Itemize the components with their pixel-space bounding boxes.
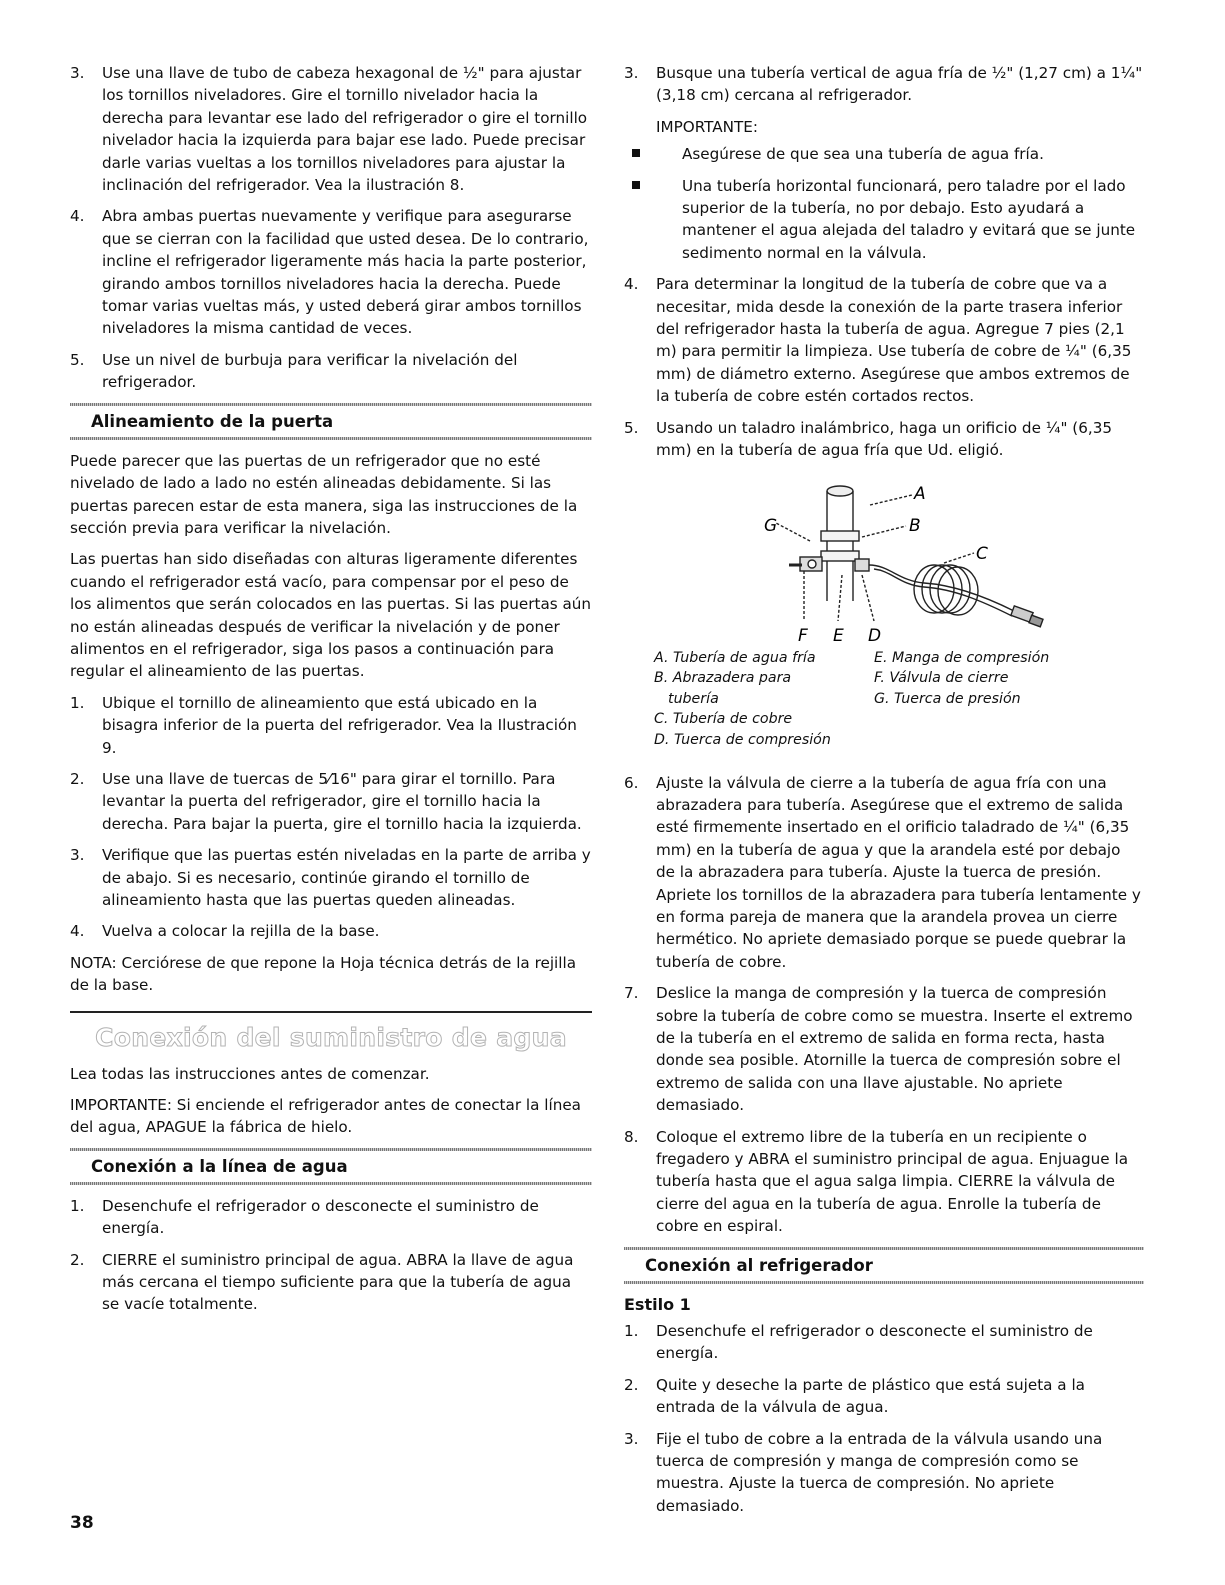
item-text: CIERRE el suministro principal de agua. ABRA la llave de agua más cercana el tiempo suficiente para que la tubería de agua se vacíe totalmente. xyxy=(102,1250,574,1314)
item-number: 1. xyxy=(70,1196,85,1215)
item-text: Busque una tubería vertical de agua fría de ½" (1,27 cm) a 1¼" (3,18 cm) cercana al refrigerador. xyxy=(656,64,1143,105)
item-number: 1. xyxy=(70,693,85,712)
legend-column-right xyxy=(874,648,1049,710)
item-text: Verifique que las puertas estén niveladas en la parte de arriba y de abajo. Si es necesario, continúe girando el tornillo de alineamiento hasta que las puertas queden alineadas. xyxy=(102,846,591,909)
legend-entry: tubería xyxy=(668,690,719,707)
list-item xyxy=(624,982,1144,1116)
list-item xyxy=(70,62,592,196)
item-text: Vuelva a colocar la rejilla de la base. xyxy=(102,922,380,941)
item-number: 3. xyxy=(624,1429,639,1448)
list-item xyxy=(70,920,592,942)
left-column xyxy=(70,62,592,1325)
item-number: 3. xyxy=(70,64,85,82)
figure-label-b: B xyxy=(909,515,921,536)
legend-entry: A. Tubería de agua fría xyxy=(654,649,816,666)
item-number: 2. xyxy=(70,769,85,788)
paragraph: Puede parecer que las puertas de un refrigerador que no esté nivelado de lado a lado no estén alineadas debidamente. Si las puertas parecen estar de esta manera, siga las instrucciones de la sección previa para verificar la nivelación. xyxy=(70,451,578,537)
pipe-valve-drawing xyxy=(624,471,1144,646)
item-number: 7. xyxy=(624,984,639,1003)
item-text: Desenchufe el refrigerador o desconecte el suministro de energía. xyxy=(102,1196,539,1238)
item-text: Coloque el extremo libre de la tubería en un recipiente o fregadero y ABRA el suministro principal de agua. Enjuague la tubería hasta que el agua salga limpia. CIERRE la válvula de cierre del agua en la tubería de agua. Enrolle la tubería de cobre en espiral. xyxy=(656,1127,1129,1236)
page-number: 38 xyxy=(70,1513,94,1533)
bullet-square-icon xyxy=(632,181,640,189)
figure-label-f: F xyxy=(798,625,808,646)
item-text: Use una llave de tuercas de 5⁄16" para girar el tornillo. Para levantar la puerta del refrigerador, gire el tornillo hacia la derecha. Para bajar la puerta, gire el tornillo hacia la izquierda. xyxy=(102,769,582,833)
bullet-item xyxy=(624,143,1144,165)
list-item xyxy=(624,1320,1144,1365)
list-item xyxy=(624,1374,1144,1419)
style-heading: Estilo 1 xyxy=(624,1294,691,1314)
item-text: Usando un taladro inalámbrico, haga un orificio de ¼" (6,35 mm) en la tubería de agua fría que Ud. eligió. xyxy=(656,418,1113,460)
legend-entry: F. Válvula de cierre xyxy=(874,670,1009,686)
important-label: IMPORTANTE: xyxy=(656,117,758,136)
legend-entry: B. Abrazadera para xyxy=(654,670,792,686)
section-rule xyxy=(624,1281,1144,1284)
item-number: 4. xyxy=(624,275,639,294)
section-heading: Conexión a la línea de agua xyxy=(91,1156,348,1176)
note-paragraph xyxy=(70,952,592,997)
important-paragraph xyxy=(70,1094,592,1139)
legend-entry: E. Manga de compresión xyxy=(874,649,1050,666)
list-item xyxy=(624,772,1144,974)
list-item xyxy=(70,768,592,835)
section-rule xyxy=(70,437,592,440)
figure-label-d: D xyxy=(868,625,882,646)
section-header-door-alignment xyxy=(70,403,592,440)
section-header-water-line xyxy=(70,1148,592,1185)
list-item xyxy=(624,1126,1144,1238)
item-text: Use una llave de tubo de cabeza hexagonal de ½" para ajustar los tornillos niveladores. Gire el tornillo nivelador hacia la derecha para levantar ese lado del refrigerador o gire el tornillo nivelador hacia la izquierda para bajar ese lado. Puede precisar darle varias vueltas a los tornillos niveladores para ajustar la inclinación del refrigerador. Vea la ilustración 8. xyxy=(102,64,588,195)
item-text: Quite y deseche la parte de plástico que está sujeta a la entrada de la válvula de agua. xyxy=(656,1375,1085,1417)
item-number: 8. xyxy=(624,1127,639,1146)
list-item xyxy=(70,1195,592,1240)
bullet-text: Una tubería horizontal funcionará, pero taladre por el lado superior de la tubería, no por debajo. Esto ayudará a mantener el agua alejada del taladro y evitará que se junte sedimento normal en la válvula. xyxy=(682,176,1136,262)
item-text: Deslice la manga de compresión y la tuerca de compresión sobre la tubería de cobre como se muestra. Inserte el extremo de la tubería en el extremo de salida en forma recta, hasta donde sea posible. Atornille la tuerca de compresión sobre el extremo de salida con una llave ajustable. No apriete demasiado. xyxy=(656,984,1133,1115)
water-supply-title: Conexión del suministro de agua xyxy=(95,1022,567,1052)
item-number: 4. xyxy=(70,207,85,226)
list-item xyxy=(70,844,592,911)
note-text: Cerciórese de que repone la Hoja técnica detrás de la rejilla de la base. xyxy=(70,953,577,995)
list-item xyxy=(70,349,592,394)
list-item xyxy=(70,205,592,339)
right-column xyxy=(624,62,1144,1526)
list-item xyxy=(70,692,592,759)
item-number: 3. xyxy=(624,64,639,82)
legend-entry: G. Tuerca de presión xyxy=(874,690,1021,707)
section-divider xyxy=(70,1011,592,1013)
paragraph: Lea todas las instrucciones antes de comenzar. xyxy=(70,1064,430,1083)
item-text: Fije el tubo de cobre a la entrada de la válvula usando una tuerca de compresión y manga de compresión como se muestra. Ajuste la tuerca de compresión. No apriete demasiado. xyxy=(656,1429,1103,1515)
legend-entry: D. Tuerca de compresión xyxy=(654,731,831,748)
legend-column-left xyxy=(654,648,831,751)
section-rule xyxy=(70,1182,592,1185)
section-header-fridge-connection xyxy=(624,1247,1144,1284)
item-number: 4. xyxy=(70,922,85,941)
important-label: IMPORTANTE: xyxy=(70,1096,172,1115)
item-number: 5. xyxy=(624,418,639,437)
item-number: 6. xyxy=(624,773,639,792)
pipe-valve-illustration xyxy=(624,471,1144,646)
item-text: Ajuste la válvula de cierre a la tubería de agua fría con una abrazadera para tubería. Asegúrese que el extremo de salida esté firmemente insertado en el orificio taladrado de ¼" (6,35 mm) en la tubería de agua y que la arandela esté por debajo de la abrazadera para tubería. Ajuste la tuerca de presión. Apriete los tornillos de la abrazadera para tubería lentamente y en forma pareja de manera que la arandela provea un cierre hermético. No apriete demasiado porque se puede quebrar la tubería de cobre. xyxy=(656,773,1141,971)
important-text: Si enciende el refrigerador antes de conectar la línea del agua, APAGUE la fábrica de hielo. xyxy=(70,1096,581,1137)
list-item xyxy=(624,273,1144,407)
list-item xyxy=(624,1428,1144,1518)
item-text: Use un nivel de burbuja para verificar la nivelación del refrigerador. xyxy=(102,350,518,392)
figure-label-c: C xyxy=(976,543,988,564)
item-text: Desenchufe el refrigerador o desconecte el suministro de energía. xyxy=(656,1322,1093,1363)
paragraph: Las puertas han sido diseñadas con alturas ligeramente diferentes cuando el refrigerador está vacío, para compensar por el peso de los alimentos que serán colocados en las puertas. Si las puertas aún no están alineadas después de verificar la nivelación y de poner alimentos en el refrigerador, siga los pasos a continuación para regular el alineamiento de las puertas. xyxy=(70,550,592,681)
bullet-square-icon xyxy=(632,149,640,157)
figure-label-g: G xyxy=(764,515,778,536)
item-text: Ubique el tornillo de alineamiento que está ubicado en la bisagra inferior de la puerta del refrigerador. Vea la Ilustración 9. xyxy=(102,693,577,757)
figure-label-a: A xyxy=(914,483,926,504)
item-number: 2. xyxy=(70,1250,85,1269)
list-item xyxy=(624,417,1144,462)
list-item xyxy=(70,1249,592,1316)
item-number: 2. xyxy=(624,1375,639,1394)
list-item xyxy=(624,62,1144,107)
figure-legend xyxy=(624,648,1144,760)
item-number: 5. xyxy=(70,350,85,369)
note-label: NOTA: xyxy=(70,953,117,972)
legend-entry: C. Tubería de cobre xyxy=(654,711,793,727)
section-heading: Conexión al refrigerador xyxy=(645,1255,873,1275)
item-text: Abra ambas puertas nuevamente y verifique para asegurarse que se cierran con la facilidad que usted desea. De lo contrario, incline el refrigerador ligeramente más hacia la parte posterior, girando ambos tornillos niveladores hacia la derecha. Puede tomar varias vueltas más, y usted deberá girar ambos tornillos niveladores la misma cantidad de veces. xyxy=(102,207,589,338)
figure-label-e: E xyxy=(833,625,844,646)
bullet-item xyxy=(624,175,1144,265)
bullet-text: Asegúrese de que sea una tubería de agua fría. xyxy=(682,145,1044,164)
section-heading: Alineamiento de la puerta xyxy=(91,411,334,431)
item-text: Para determinar la longitud de la tubería de cobre que va a necesitar, mida desde la conexión de la parte trasera inferior del refrigerador hasta la tubería de agua. Agregue 7 pies (2,1 m) para permitir la limpieza. Use tubería de cobre de ¼" (6,35 mm) de diámetro externo. Asegúrese que ambos extremos de la tubería de cobre estén cortados rectos. xyxy=(656,275,1132,406)
item-number: 1. xyxy=(624,1322,639,1341)
item-number: 3. xyxy=(70,846,85,865)
